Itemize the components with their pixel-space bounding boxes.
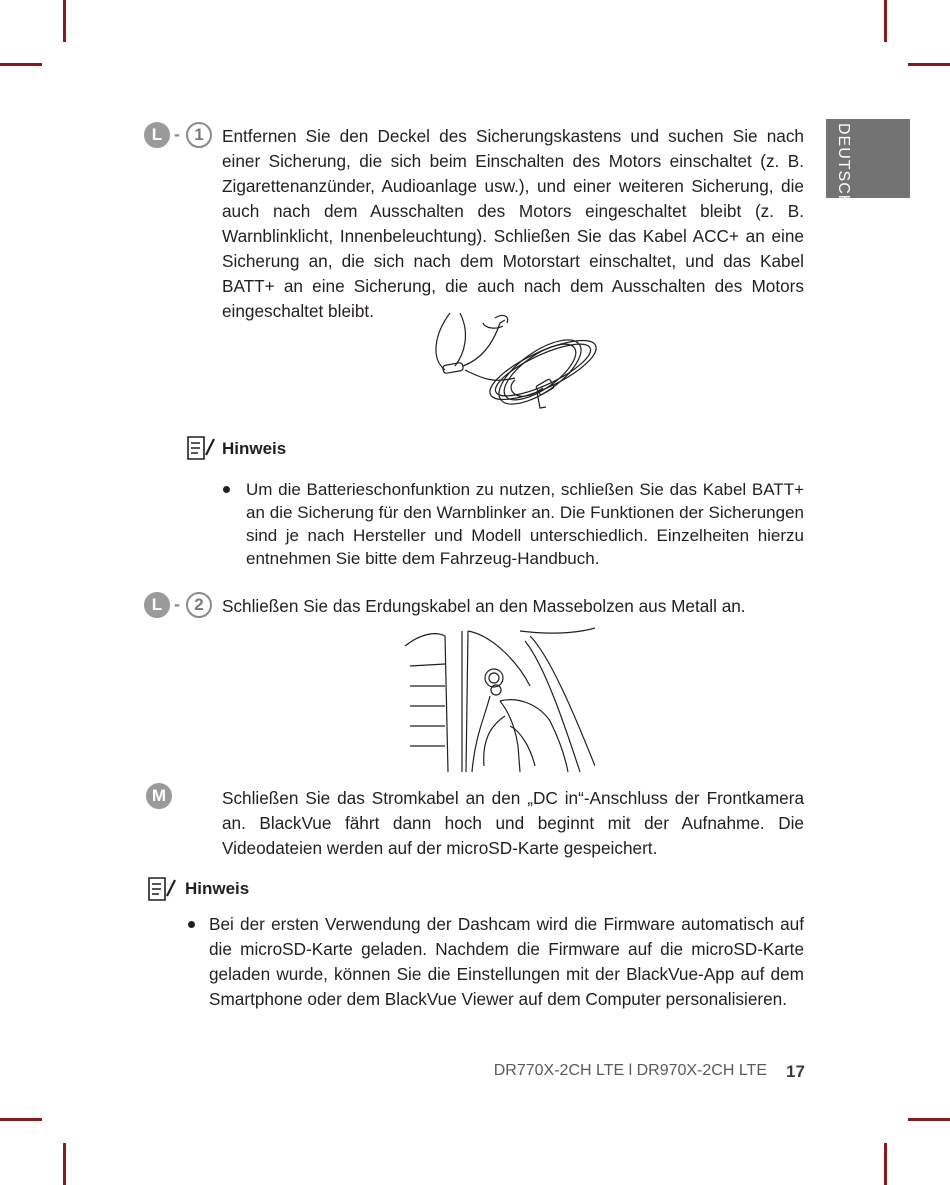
note-pencil-icon bbox=[186, 435, 216, 461]
crop-mark bbox=[884, 0, 887, 42]
crop-mark bbox=[908, 1118, 950, 1121]
step-letter-badge: L bbox=[144, 122, 170, 148]
note-heading: Hinweis bbox=[222, 439, 287, 458]
crop-mark bbox=[884, 1143, 887, 1185]
footer-model-text: DR770X-2CH LTE l DR970X-2CH LTE bbox=[493, 1062, 767, 1079]
crop-mark bbox=[63, 0, 66, 42]
step-l2-text: Schließen Sie das Erdungskabel an den Massebolzen aus Metall an. bbox=[222, 596, 746, 616]
step-l2-marker bbox=[144, 592, 224, 620]
bullet-dot bbox=[223, 486, 230, 493]
step-m-text: Schließen Sie das Stromkabel an den „DC in“-Anschluss der Frontkamera an. BlackVue fährt dann hoch und beginnt mit der Aufnahme. Die Videodateien werden auf der microSD-Karte gespeichert. bbox=[222, 788, 804, 858]
note-bullet-text: Um die Batterieschonfunktion zu nutzen, schließen Sie das Kabel BATT+ an die Sicherung für den Warnblinker an. Die Funktionen der Sicherungen sind je nach Hersteller und Modell unterschiedlich. Einzelheiten hierzu entnehmen Sie bitte dem Fahrzeug-Handbuch. bbox=[246, 480, 804, 568]
note-bullet-text: Bei der ersten Verwendung der Dashcam wird die Firmware automatisch auf die microSD-Karte geladen. Nachdem die Firmware auf die microSD-Karte geladen wurde, können Sie die Einstellungen mit der BlackVue-App auf dem Smartphone oder dem BlackVue Viewer auf dem Computer personalisieren. bbox=[209, 914, 804, 1009]
note-pencil-icon bbox=[147, 876, 177, 902]
note-heading: Hinweis bbox=[185, 879, 250, 898]
step-m-marker bbox=[144, 783, 224, 811]
step-l1-text: Entfernen Sie den Deckel des Sicherungskastens und suchen Sie nach einer Sicherung, die sich beim Einschalten des Motors einschaltet (z. B. Zigarettenanzünder, Audioanlage usw.), und einer weiteren Sicherung, die auch nach dem Ausschalten des Motors eingeschaltet bleibt (z. B. Warnblinklicht, Innenbeleuchtung). Schließen Sie das Kabel ACC+ an eine Sicherung an, die sich nach dem Motorstart einschaltet, und das Kabel BATT+ an eine Sicherung, die auch nach dem Ausschalten des Motors eingeschaltet bleibt. bbox=[222, 126, 804, 321]
step-l1-marker bbox=[144, 122, 224, 150]
hardwiring-cable-illustration bbox=[425, 308, 600, 413]
page-number: 17 bbox=[786, 1062, 805, 1081]
step-dash: - bbox=[174, 594, 180, 614]
language-tab bbox=[826, 119, 910, 208]
crop-mark bbox=[63, 1143, 66, 1185]
crop-mark bbox=[0, 63, 42, 66]
step-dash: - bbox=[174, 124, 180, 144]
step-letter-badge: L bbox=[144, 592, 170, 618]
language-tab-label: DEUTSCH bbox=[835, 123, 852, 208]
step-letter-badge: M bbox=[146, 783, 172, 809]
step-number-badge: 2 bbox=[186, 592, 212, 618]
crop-mark bbox=[0, 1118, 42, 1121]
bullet-dot bbox=[188, 921, 195, 928]
crop-mark bbox=[908, 63, 950, 66]
step-number-badge: 1 bbox=[186, 122, 212, 148]
ground-bolt-illustration bbox=[400, 626, 595, 772]
